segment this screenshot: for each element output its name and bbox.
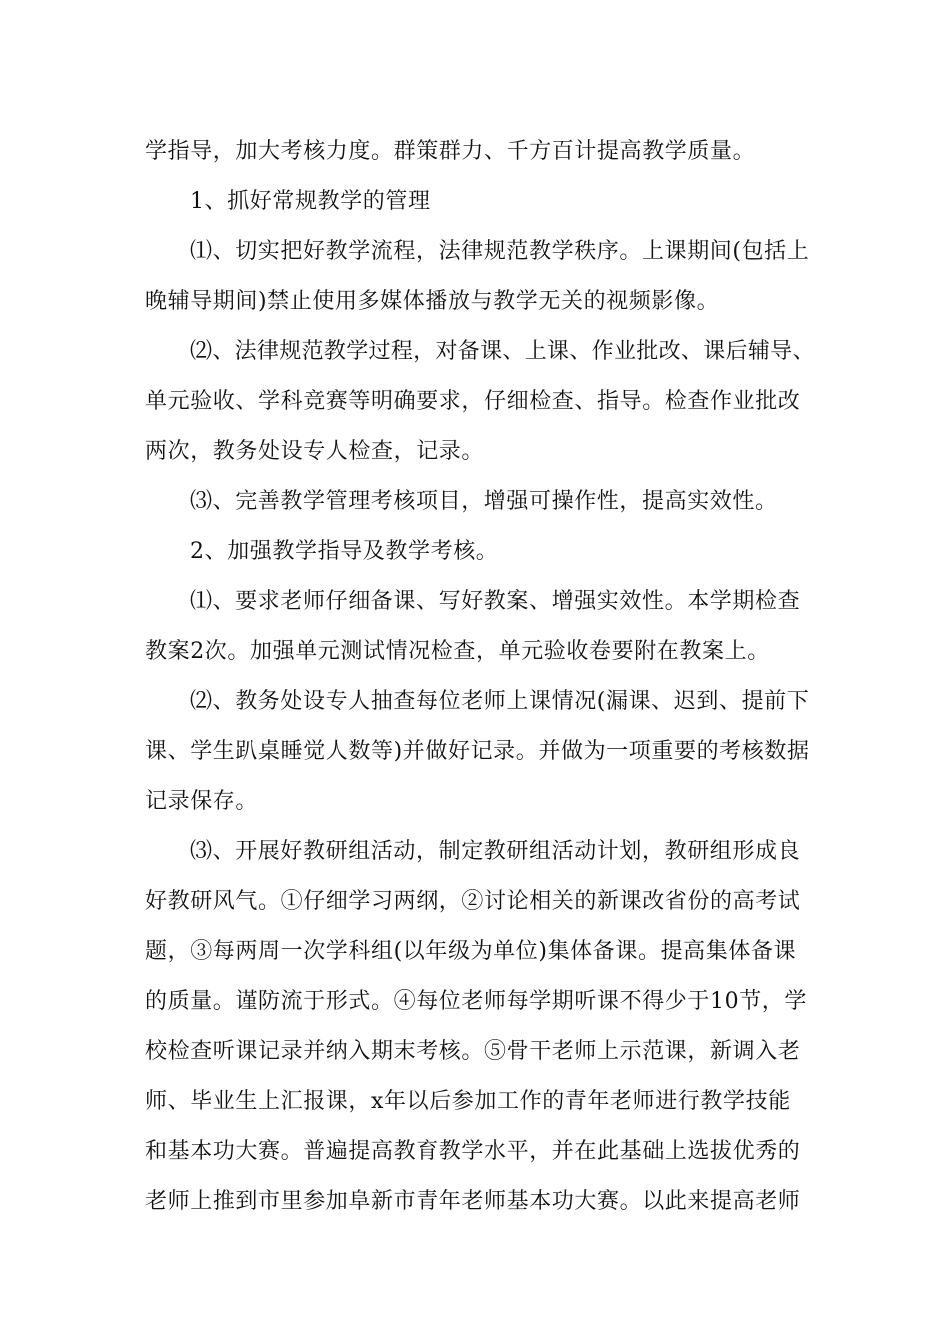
text-line: 学指导，加大考核力度。群策群力、千方百计提高教学质量。 (145, 139, 756, 164)
text-line: 记录保存。 (145, 789, 259, 814)
text-line: 教案2次。加强单元测试情况检查，单元验收卷要附在教案上。 (145, 639, 770, 664)
text-line: 师、毕业生上汇报课，x年以后参加工作的青年老师进行教学技能 (145, 1089, 791, 1114)
section-heading: 1、抓好常规教学的管理 (190, 189, 431, 214)
text-line: ⑶、完善教学管理考核项目，增强可操作性，提高实效性。 (190, 489, 778, 514)
text-line: 两次，教务处设专人检查，记录。 (145, 439, 485, 464)
text-line: 老师上推到市里参加阜新市青年老师基本功大赛。以此来提高老师 (145, 1189, 801, 1214)
text-line: 和基本功大赛。普遍提高教育教学水平，并在此基础上选拔优秀的 (145, 1139, 801, 1164)
text-line: ⑴、切实把好教学流程，法律规范教学秩序。上课期间(包括上 (190, 239, 810, 264)
text-line: 的质量。谨防流于形式。④每位老师每学期听课不得少于10节，学 (145, 989, 807, 1014)
text-line: 校检查听课记录并纳入期末考核。⑤骨干老师上示范课，新调入老 (145, 1039, 801, 1064)
text-line: ⑵、教务处设专人抽查每位老师上课情况(漏课、迟到、提前下 (190, 689, 810, 714)
text-line: ⑶、开展好教研组活动，制定教研组活动计划，教研组形成良 (190, 839, 801, 864)
section-heading: 2、加强教学指导及教学考核。 (190, 539, 499, 564)
text-line: ⑵、法律规范教学过程，对备课、上课、作业批改、课后辅导、 (190, 339, 815, 364)
text-line: 课、学生趴桌睡觉人数等)并做好记录。并做为一项重要的考核数据 (145, 739, 810, 764)
text-line: 题，③每两周一次学科组(以年级为单位)集体备课。提高集体备课 (145, 939, 797, 964)
text-line: ⑴、要求老师仔细备课、写好教案、增强实效性。本学期检查 (190, 589, 801, 614)
text-line: 好教研风气。①仔细学习两纲，②讨论相关的新课改省份的高考试 (145, 889, 801, 914)
text-line: 单元验收、学科竞赛等明确要求，仔细检查、指导。检查作业批改 (145, 389, 801, 414)
text-line: 晚辅导期间)禁止使用多媒体播放与教学无关的视频影像。 (145, 289, 720, 314)
